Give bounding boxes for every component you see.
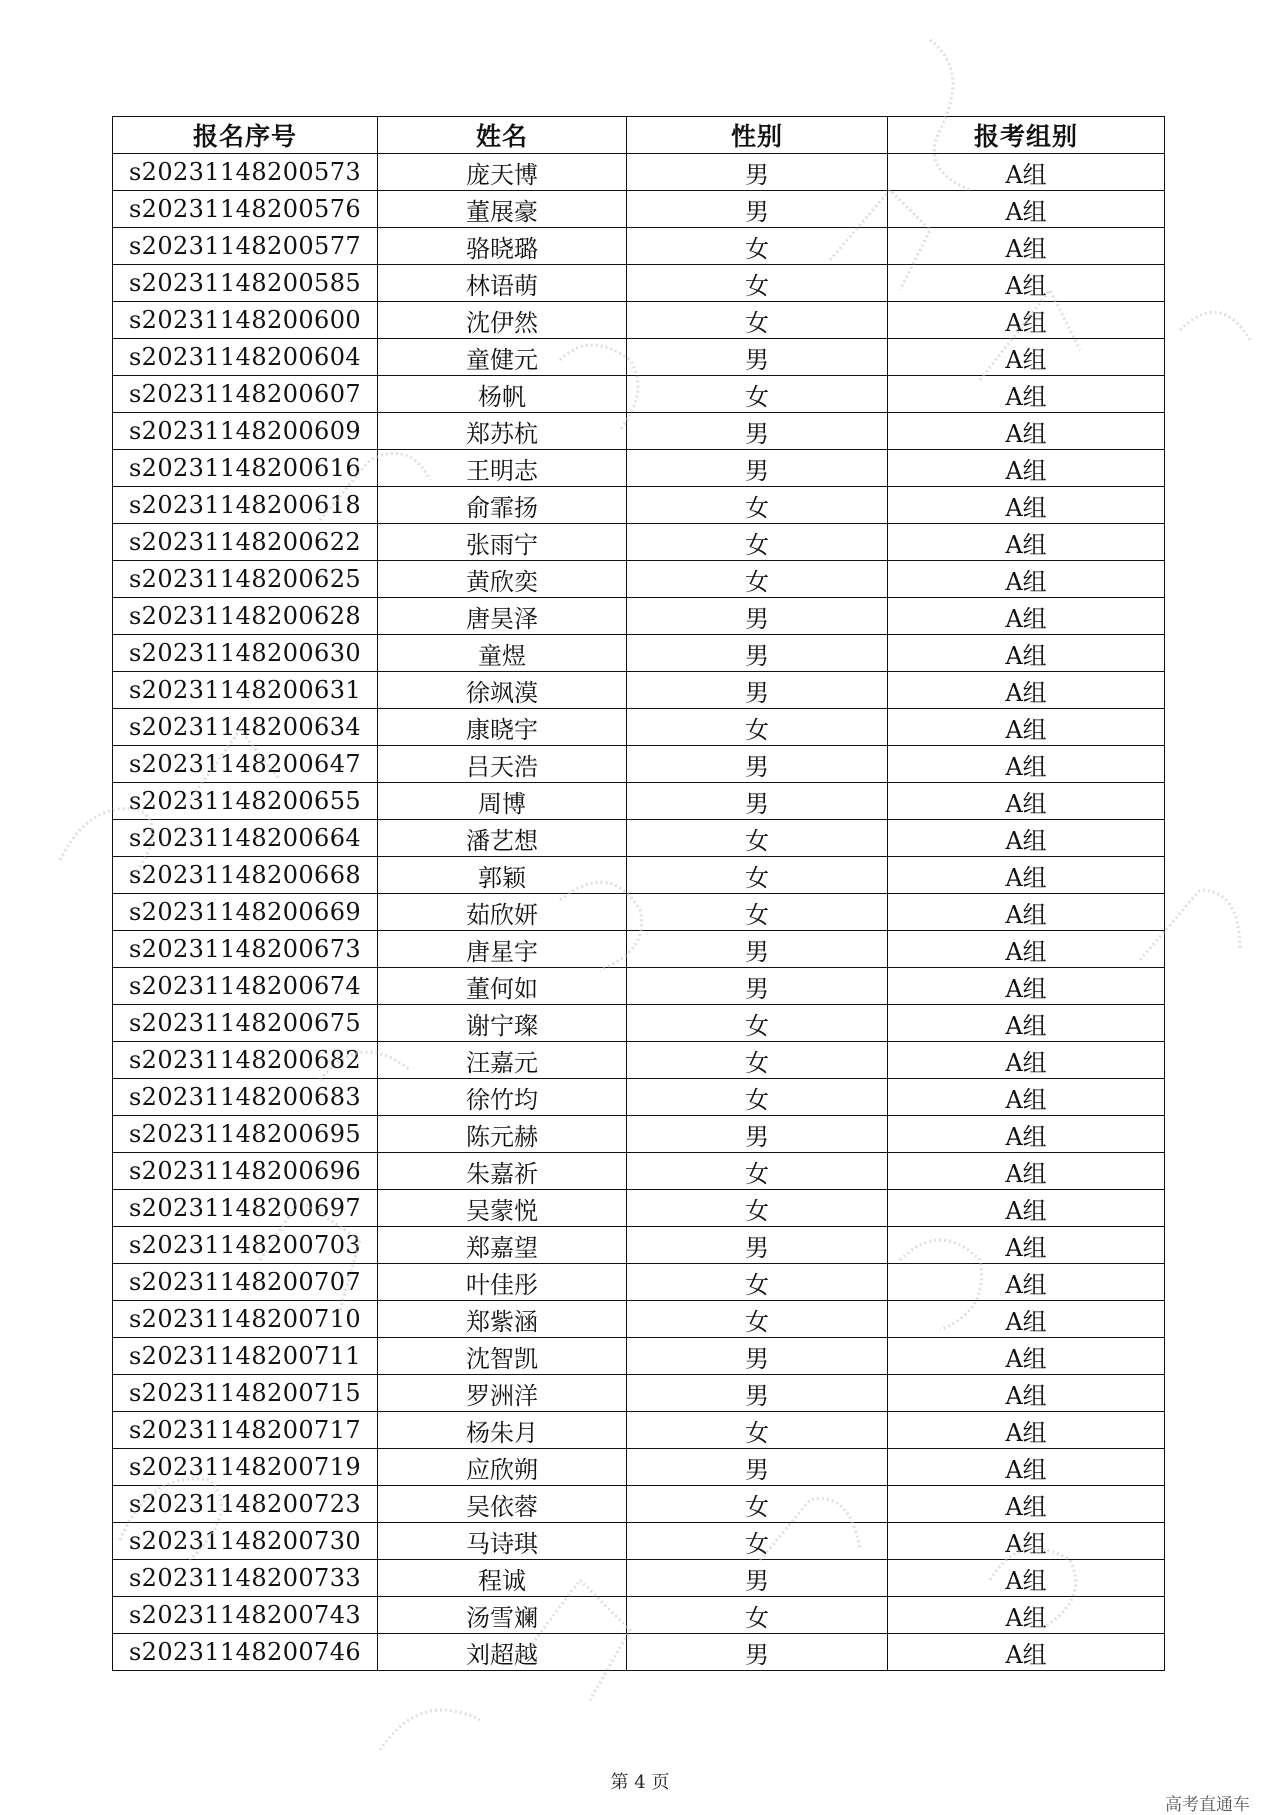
table-row [113,598,1165,635]
table-row [113,1634,1165,1671]
cell-name: 汤雪斓 [378,1597,627,1634]
cell-name: 杨帆 [378,376,627,413]
cell-exam-group: A组 [888,1042,1165,1079]
header-gender: 性别 [627,117,888,154]
table-row [113,1523,1165,1560]
cell-exam-group: A组 [888,1264,1165,1301]
cell-exam-group: A组 [888,265,1165,302]
table-row [113,1449,1165,1486]
cell-exam-group: A组 [888,1190,1165,1227]
cell-exam-group: A组 [888,561,1165,598]
cell-exam-group: A组 [888,1227,1165,1264]
cell-exam-group: A组 [888,376,1165,413]
cell-gender: 男 [627,968,888,1005]
table-row [113,487,1165,524]
cell-exam-group: A组 [888,524,1165,561]
cell-gender: 女 [627,228,888,265]
cell-gender: 男 [627,1634,888,1671]
cell-registration-number: s20231148200715 [113,1375,378,1412]
header-row [113,117,1165,154]
cell-registration-number: s20231148200668 [113,857,378,894]
cell-registration-number: s20231148200655 [113,783,378,820]
cell-exam-group: A组 [888,1375,1165,1412]
cell-name: 吴依蓉 [378,1486,627,1523]
cell-exam-group: A组 [888,1449,1165,1486]
table-row [113,820,1165,857]
cell-registration-number: s20231148200576 [113,191,378,228]
cell-gender: 男 [627,1375,888,1412]
cell-registration-number: s20231148200622 [113,524,378,561]
cell-exam-group: A组 [888,931,1165,968]
table-body [113,154,1165,1671]
cell-gender: 男 [627,413,888,450]
cell-registration-number: s20231148200631 [113,672,378,709]
cell-name: 刘超越 [378,1634,627,1671]
table-row [113,1264,1165,1301]
table-row [113,1190,1165,1227]
cell-registration-number: s20231148200673 [113,931,378,968]
table-row [113,302,1165,339]
applicant-table [112,116,1165,1671]
table-row [113,783,1165,820]
cell-registration-number: s20231148200600 [113,302,378,339]
cell-gender: 男 [627,1449,888,1486]
cell-gender: 男 [627,191,888,228]
cell-exam-group: A组 [888,598,1165,635]
cell-exam-group: A组 [888,1116,1165,1153]
cell-registration-number: s20231148200695 [113,1116,378,1153]
cell-name: 陈元赫 [378,1116,627,1153]
cell-name: 汪嘉元 [378,1042,627,1079]
cell-gender: 男 [627,672,888,709]
cell-name: 朱嘉祈 [378,1153,627,1190]
cell-gender: 女 [627,561,888,598]
header-registration-number: 报名序号 [113,117,378,154]
cell-gender: 男 [627,746,888,783]
cell-registration-number: s20231148200628 [113,598,378,635]
cell-exam-group: A组 [888,339,1165,376]
cell-exam-group: A组 [888,1079,1165,1116]
table-row [113,1412,1165,1449]
cell-registration-number: s20231148200682 [113,1042,378,1079]
cell-registration-number: s20231148200674 [113,968,378,1005]
cell-exam-group: A组 [888,709,1165,746]
cell-gender: 女 [627,1486,888,1523]
cell-gender: 男 [627,450,888,487]
cell-name: 董展豪 [378,191,627,228]
cell-registration-number: s20231148200696 [113,1153,378,1190]
table-row [113,635,1165,672]
cell-registration-number: s20231148200647 [113,746,378,783]
table-row [113,154,1165,191]
cell-name: 董何如 [378,968,627,1005]
cell-exam-group: A组 [888,635,1165,672]
cell-exam-group: A组 [888,1486,1165,1523]
cell-exam-group: A组 [888,968,1165,1005]
cell-registration-number: s20231148200664 [113,820,378,857]
table-row [113,709,1165,746]
cell-gender: 男 [627,783,888,820]
table-row [113,228,1165,265]
cell-name: 康晓宇 [378,709,627,746]
cell-gender: 女 [627,894,888,931]
table-row [113,1375,1165,1412]
cell-name: 童煜 [378,635,627,672]
table-row [113,857,1165,894]
cell-registration-number: s20231148200723 [113,1486,378,1523]
cell-name: 罗洲洋 [378,1375,627,1412]
cell-gender: 男 [627,635,888,672]
cell-registration-number: s20231148200683 [113,1079,378,1116]
cell-exam-group: A组 [888,1560,1165,1597]
cell-gender: 男 [627,1116,888,1153]
header-exam-group: 报考组别 [888,117,1165,154]
cell-name: 茹欣妍 [378,894,627,931]
cell-name: 郭颖 [378,857,627,894]
cell-registration-number: s20231148200634 [113,709,378,746]
cell-registration-number: s20231148200630 [113,635,378,672]
cell-registration-number: s20231148200743 [113,1597,378,1634]
cell-exam-group: A组 [888,783,1165,820]
cell-gender: 女 [627,820,888,857]
cell-name: 谢宁璨 [378,1005,627,1042]
cell-gender: 女 [627,1597,888,1634]
cell-name: 庞天博 [378,154,627,191]
cell-registration-number: s20231148200710 [113,1301,378,1338]
cell-exam-group: A组 [888,1597,1165,1634]
cell-exam-group: A组 [888,672,1165,709]
cell-registration-number: s20231148200585 [113,265,378,302]
cell-gender: 女 [627,487,888,524]
table-row [113,1079,1165,1116]
cell-name: 杨朱月 [378,1412,627,1449]
table-row [113,561,1165,598]
table-row [113,1338,1165,1375]
cell-name: 骆晓璐 [378,228,627,265]
table-row [113,339,1165,376]
cell-exam-group: A组 [888,302,1165,339]
cell-exam-group: A组 [888,1523,1165,1560]
cell-exam-group: A组 [888,228,1165,265]
cell-gender: 女 [627,1412,888,1449]
table-row [113,894,1165,931]
cell-name: 吴蒙悦 [378,1190,627,1227]
cell-exam-group: A组 [888,820,1165,857]
table-row [113,1486,1165,1523]
cell-gender: 男 [627,1560,888,1597]
cell-gender: 女 [627,1079,888,1116]
cell-gender: 女 [627,709,888,746]
cell-name: 沈智凯 [378,1338,627,1375]
cell-name: 王明志 [378,450,627,487]
table-row [113,968,1165,1005]
cell-registration-number: s20231148200703 [113,1227,378,1264]
table-row [113,1116,1165,1153]
cell-name: 张雨宁 [378,524,627,561]
cell-registration-number: s20231148200746 [113,1634,378,1671]
cell-name: 郑紫涵 [378,1301,627,1338]
cell-name: 沈伊然 [378,302,627,339]
cell-registration-number: s20231148200607 [113,376,378,413]
table-row [113,1597,1165,1634]
cell-exam-group: A组 [888,746,1165,783]
table-row [113,376,1165,413]
cell-gender: 男 [627,1338,888,1375]
cell-exam-group: A组 [888,1338,1165,1375]
cell-name: 童健元 [378,339,627,376]
cell-name: 潘艺想 [378,820,627,857]
cell-name: 唐昊泽 [378,598,627,635]
cell-name: 林语萌 [378,265,627,302]
cell-name: 徐竹均 [378,1079,627,1116]
cell-registration-number: s20231148200604 [113,339,378,376]
cell-name: 叶佳彤 [378,1264,627,1301]
cell-gender: 男 [627,154,888,191]
cell-name: 唐星宇 [378,931,627,968]
cell-gender: 女 [627,1264,888,1301]
cell-name: 俞霏扬 [378,487,627,524]
cell-name: 黄欣奕 [378,561,627,598]
cell-name: 马诗琪 [378,1523,627,1560]
cell-registration-number: s20231148200717 [113,1412,378,1449]
cell-exam-group: A组 [888,1005,1165,1042]
cell-name: 程诚 [378,1560,627,1597]
cell-name: 郑嘉望 [378,1227,627,1264]
cell-registration-number: s20231148200711 [113,1338,378,1375]
cell-name: 吕天浩 [378,746,627,783]
table-row [113,672,1165,709]
cell-registration-number: s20231148200625 [113,561,378,598]
cell-exam-group: A组 [888,487,1165,524]
cell-gender: 男 [627,598,888,635]
table-row [113,1042,1165,1079]
page-number: 第 4 页 [610,1772,670,1793]
table-row [113,413,1165,450]
cell-gender: 女 [627,302,888,339]
cell-name: 徐飒漠 [378,672,627,709]
header-name: 姓名 [378,117,627,154]
cell-gender: 女 [627,524,888,561]
cell-exam-group: A组 [888,1301,1165,1338]
table-row [113,1560,1165,1597]
cell-registration-number: s20231148200618 [113,487,378,524]
cell-name: 应欣朔 [378,1449,627,1486]
table-row [113,1153,1165,1190]
table-row [113,931,1165,968]
cell-registration-number: s20231148200707 [113,1264,378,1301]
cell-gender: 女 [627,1523,888,1560]
cell-exam-group: A组 [888,413,1165,450]
source-watermark-text: 高考直通车 [1165,1795,1250,1815]
cell-gender: 男 [627,339,888,376]
cell-gender: 女 [627,1301,888,1338]
cell-registration-number: s20231148200697 [113,1190,378,1227]
cell-name: 周博 [378,783,627,820]
cell-gender: 女 [627,376,888,413]
cell-gender: 女 [627,265,888,302]
cell-registration-number: s20231148200573 [113,154,378,191]
cell-gender: 女 [627,1153,888,1190]
cell-exam-group: A组 [888,154,1165,191]
table-row [113,1005,1165,1042]
cell-exam-group: A组 [888,1412,1165,1449]
cell-registration-number: s20231148200675 [113,1005,378,1042]
cell-exam-group: A组 [888,894,1165,931]
cell-gender: 女 [627,1190,888,1227]
table-row [113,524,1165,561]
cell-exam-group: A组 [888,1634,1165,1671]
cell-exam-group: A组 [888,450,1165,487]
cell-gender: 男 [627,1227,888,1264]
table-row [113,191,1165,228]
table-row [113,746,1165,783]
cell-registration-number: s20231148200733 [113,1560,378,1597]
cell-gender: 女 [627,1042,888,1079]
table-header [113,117,1165,154]
table-row [113,450,1165,487]
cell-gender: 女 [627,1005,888,1042]
table-row [113,1227,1165,1264]
table-row [113,1301,1165,1338]
cell-gender: 男 [627,931,888,968]
cell-registration-number: s20231148200719 [113,1449,378,1486]
cell-registration-number: s20231148200616 [113,450,378,487]
cell-name: 郑苏杭 [378,413,627,450]
cell-exam-group: A组 [888,191,1165,228]
cell-exam-group: A组 [888,857,1165,894]
cell-exam-group: A组 [888,1153,1165,1190]
cell-registration-number: s20231148200669 [113,894,378,931]
cell-registration-number: s20231148200730 [113,1523,378,1560]
cell-gender: 女 [627,857,888,894]
cell-registration-number: s20231148200609 [113,413,378,450]
cell-registration-number: s20231148200577 [113,228,378,265]
table-row [113,265,1165,302]
